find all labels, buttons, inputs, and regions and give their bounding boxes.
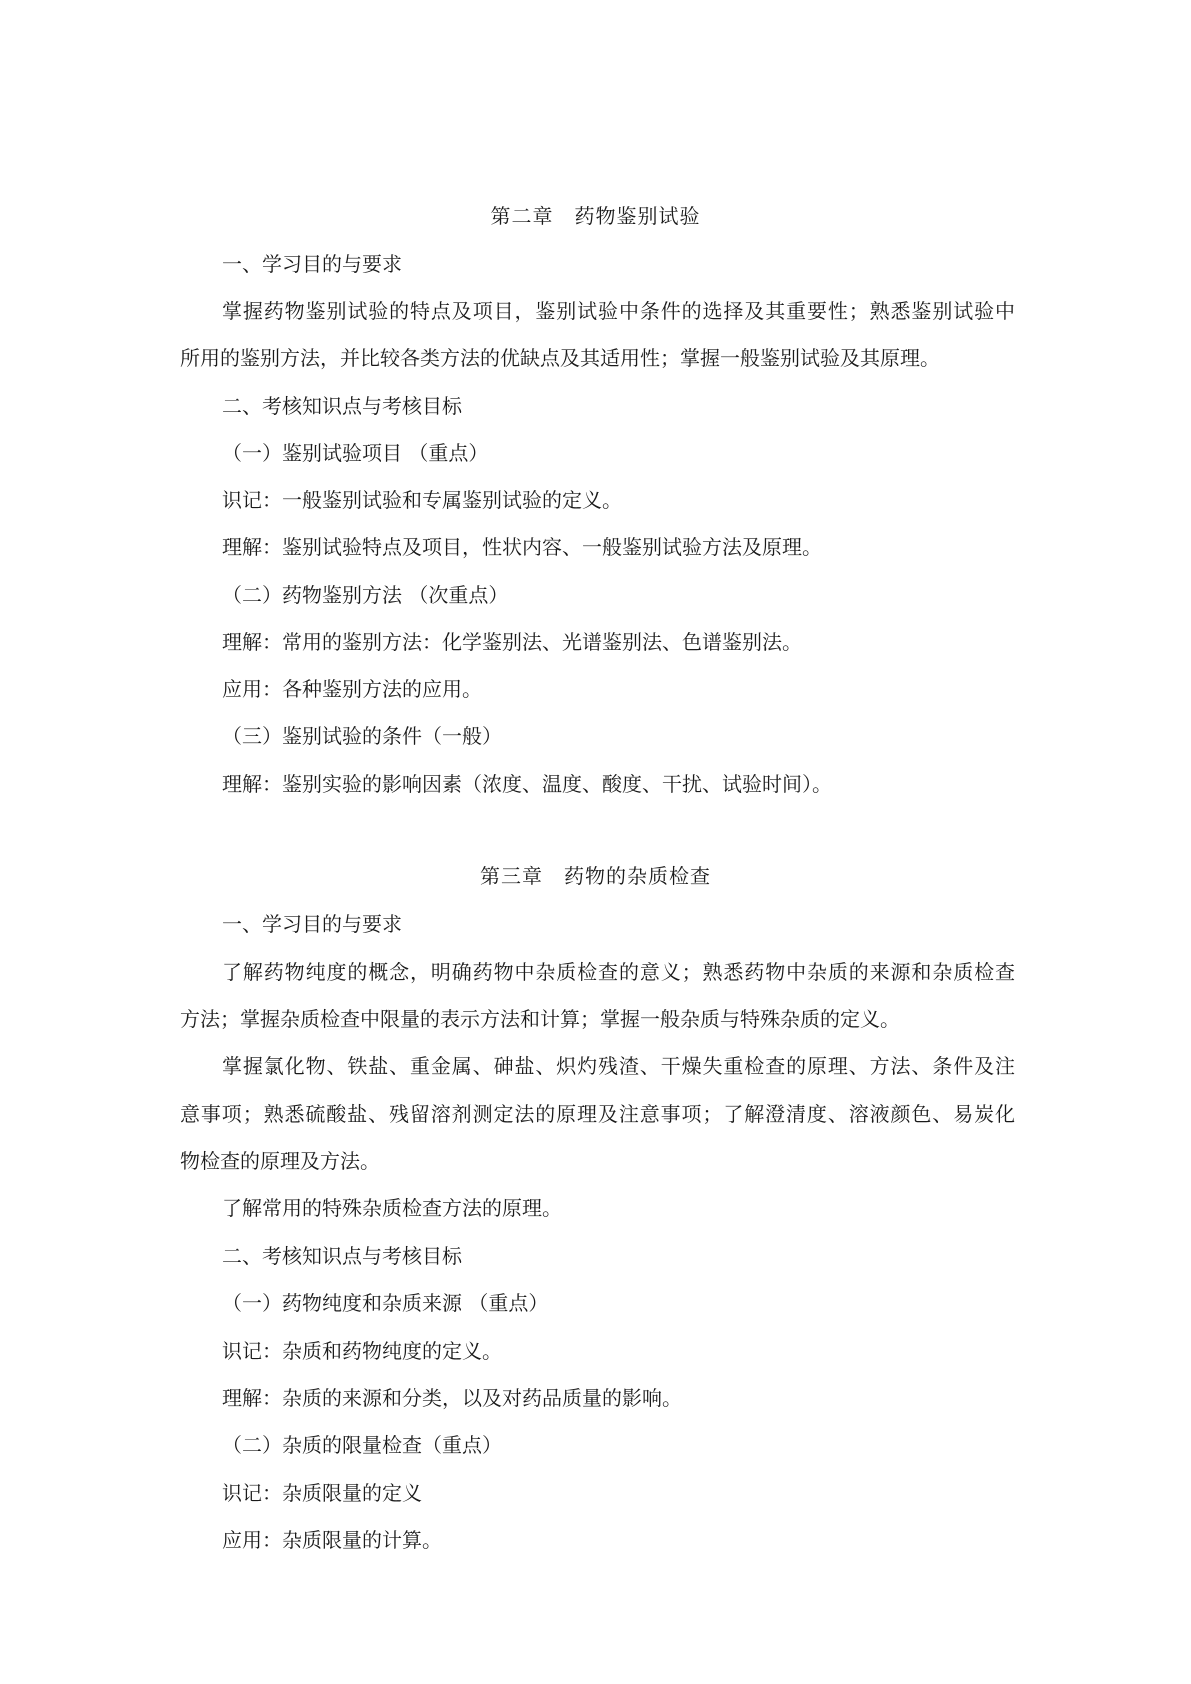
- chapter-2-paragraph-line: 所用的鉴别方法，并比较各类方法的优缺点及其适用性；掌握一般鉴别试验及其原理。: [180, 346, 940, 370]
- chapter-2-section-2-heading: 二、考核知识点与考核目标: [222, 394, 462, 418]
- chapter-2-text-line: 理解：常用的鉴别方法：化学鉴别法、光谱鉴别法、色谱鉴别法。: [222, 630, 802, 654]
- chapter-3-paragraph-line: 掌握氯化物、铁盐、重金属、砷盐、炽灼残渣、干燥失重检查的原理、方法、条件及注: [222, 1054, 1015, 1078]
- chapter-2-subsection-3-heading: （三）鉴别试验的条件（一般）: [222, 724, 502, 748]
- chapter-2-text-line: 识记：一般鉴别试验和专属鉴别试验的定义。: [222, 488, 622, 512]
- chapter-2-subsection-2-heading: （二）药物鉴别方法 （次重点）: [222, 583, 509, 607]
- chapter-3-subsection-1-heading: （一）药物纯度和杂质来源 （重点）: [222, 1291, 549, 1315]
- chapter-3-paragraph-line: 物检查的原理及方法。: [180, 1149, 380, 1173]
- chapter-2-text-line: 应用：各种鉴别方法的应用。: [222, 677, 482, 701]
- chapter-3-paragraph-line: 了解药物纯度的概念，明确药物中杂质检查的意义；熟悉药物中杂质的来源和杂质检查: [222, 960, 1015, 984]
- chapter-3-section-1-heading: 一、学习目的与要求: [222, 912, 402, 936]
- chapter-2-text-line: 理解：鉴别实验的影响因素（浓度、温度、酸度、干扰、试验时间）。: [222, 772, 832, 796]
- chapter-3-paragraph-line: 意事项；熟悉硫酸盐、残留溶剂测定法的原理及注意事项；了解澄清度、溶液颜色、易炭化: [180, 1102, 1015, 1126]
- chapter-3-text-line: 识记：杂质限量的定义: [222, 1481, 422, 1505]
- chapter-3-text-line: 识记：杂质和药物纯度的定义。: [222, 1339, 502, 1363]
- chapter-3-text-line: 应用：杂质限量的计算。: [222, 1528, 442, 1552]
- chapter-3-paragraph-line: 方法；掌握杂质检查中限量的表示方法和计算；掌握一般杂质与特殊杂质的定义。: [180, 1007, 900, 1031]
- chapter-3-title: 第三章 药物的杂质检查: [480, 864, 711, 888]
- chapter-3-paragraph-line: 了解常用的特殊杂质检查方法的原理。: [222, 1196, 562, 1220]
- chapter-2-text-line: 理解：鉴别试验特点及项目，性状内容、一般鉴别试验方法及原理。: [222, 535, 822, 559]
- chapter-2-subsection-1-heading: （一）鉴别试验项目 （重点）: [222, 441, 489, 465]
- chapter-2-section-1-heading: 一、学习目的与要求: [222, 252, 402, 276]
- chapter-3-section-2-heading: 二、考核知识点与考核目标: [222, 1244, 462, 1268]
- chapter-3-subsection-2-heading: （二）杂质的限量检查（重点）: [222, 1433, 502, 1457]
- chapter-2-paragraph-line: 掌握药物鉴别试验的特点及项目，鉴别试验中条件的选择及其重要性；熟悉鉴别试验中: [222, 299, 1015, 323]
- chapter-2-title: 第二章 药物鉴别试验: [490, 204, 701, 228]
- chapter-3-text-line: 理解：杂质的来源和分类，以及对药品质量的影响。: [222, 1386, 682, 1410]
